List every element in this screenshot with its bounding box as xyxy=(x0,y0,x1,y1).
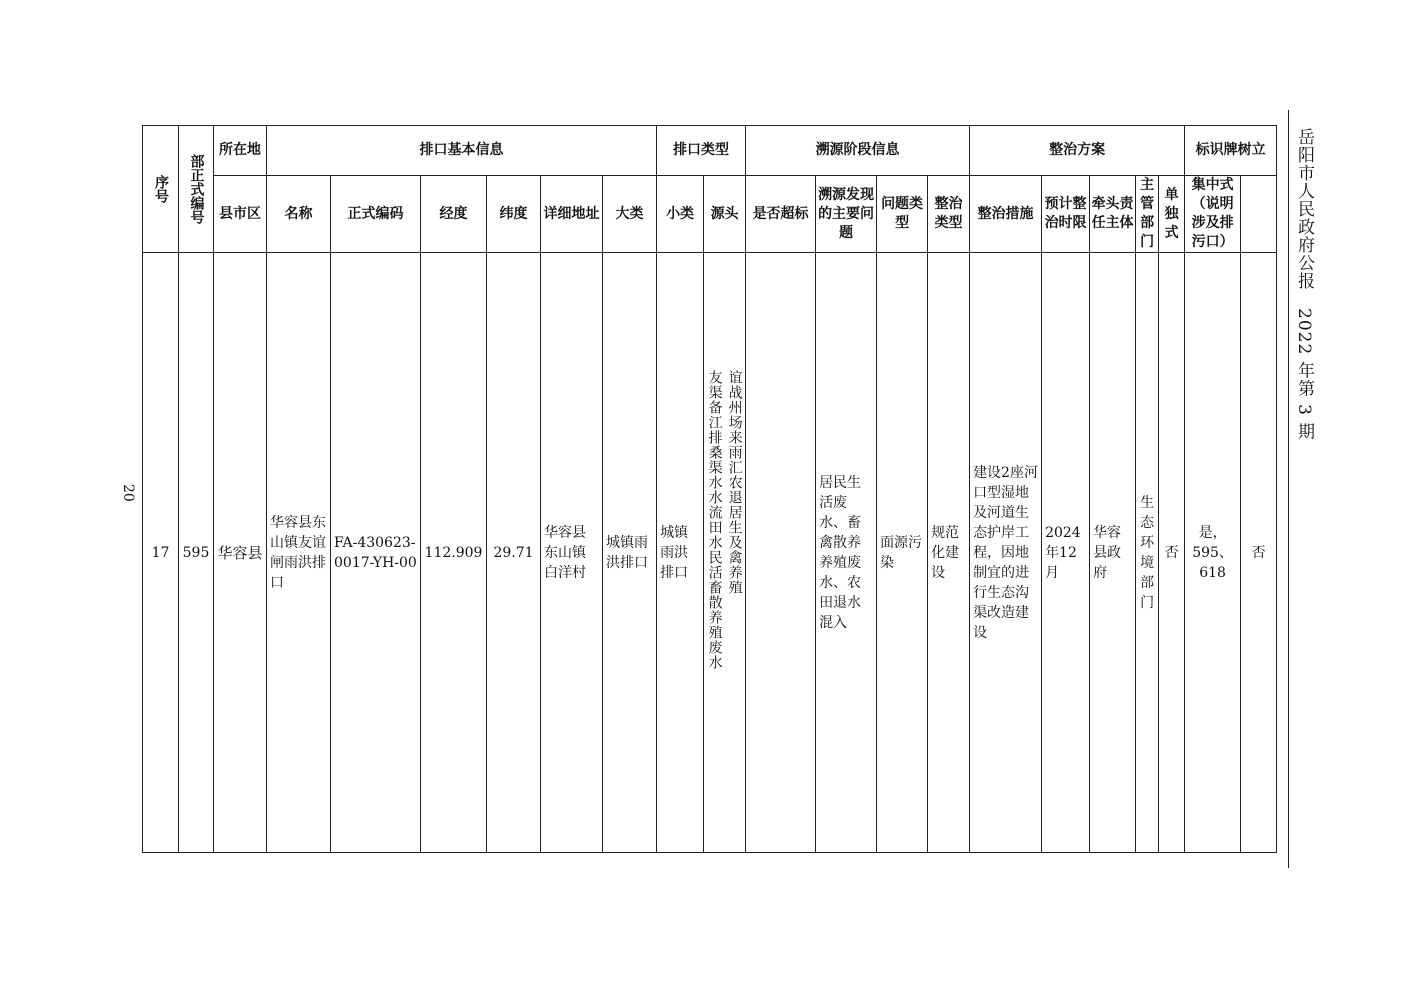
header-trace-group: 溯源阶段信息 xyxy=(746,126,970,176)
header-code: 部正式编号 xyxy=(179,126,214,253)
header-formal-code: 正式编码 xyxy=(331,176,421,253)
cell-major: 城镇雨洪排口 xyxy=(603,253,657,853)
header-sign-group: 标识牌树立 xyxy=(1185,126,1277,176)
outlet-remediation-table xyxy=(142,125,1277,853)
cell-central: 是，595、618 xyxy=(1185,253,1241,853)
cell-county: 华容县 xyxy=(214,253,267,853)
header-divider-line xyxy=(1288,110,1289,868)
header-single: 单独式 xyxy=(1159,176,1185,253)
header-name: 名称 xyxy=(267,176,331,253)
cell-source: 谊战州场来雨汇农退居生及禽养殖 友渠备江排桑渠水水流田水民活畜散养殖废水 xyxy=(706,369,743,670)
cell-code: 595 xyxy=(179,253,214,853)
header-longitude: 经度 xyxy=(421,176,487,253)
header-major: 大类 xyxy=(603,176,657,253)
cell-seq: 17 xyxy=(143,253,179,853)
header-type-group: 排口类型 xyxy=(657,126,746,176)
header-central: 集中式（说明涉及排污口） xyxy=(1185,176,1241,253)
header-problem: 溯源发现的主要问题 xyxy=(816,176,877,253)
header-county: 县市区 xyxy=(214,176,267,253)
header-exceed: 是否超标 xyxy=(746,176,816,253)
header-deadline: 预计整治时限 xyxy=(1042,176,1090,253)
cell-problem-type: 面源污染 xyxy=(877,253,928,853)
header-seq: 序号 xyxy=(143,126,179,253)
header-address: 详细地址 xyxy=(541,176,603,253)
header-latitude: 纬度 xyxy=(487,176,541,253)
header-remed-type: 整治类型 xyxy=(928,176,970,253)
header-measures: 整治措施 xyxy=(970,176,1042,253)
cell-dept: 生态环境部门 xyxy=(1136,253,1159,853)
cell-single: 否 xyxy=(1159,253,1185,853)
cell-deadline: 2024年12月 xyxy=(1042,253,1090,853)
header-problem-type: 问题类型 xyxy=(877,176,928,253)
header-source: 源头 xyxy=(704,176,746,253)
gazette-header: 岳阳市人民政府公报 2022 年第 3 期 xyxy=(1294,128,1314,441)
header-location-group: 所在地 xyxy=(214,126,267,176)
table-row xyxy=(143,253,1277,853)
cell-formal-code: FA-430623-0017-YH-00 xyxy=(331,253,421,853)
cell-latitude: 29.71 xyxy=(487,253,541,853)
cell-measures: 建设2座河口型湿地及河道生态护岸工程，因地制宜的进行生态沟渠改造建设 xyxy=(970,253,1042,853)
cell-name: 华容县东山镇友谊闸雨洪排口 xyxy=(267,253,331,853)
page-number: 20 xyxy=(120,484,136,502)
cell-address: 华容县东山镇白洋村 xyxy=(541,253,603,853)
header-dept: 主管部门 xyxy=(1136,176,1159,253)
cell-longitude: 112.909 xyxy=(421,253,487,853)
cell-exceed xyxy=(746,253,816,853)
header-minor: 小类 xyxy=(657,176,704,253)
cell-done: 否 xyxy=(1241,253,1277,853)
cell-problem: 居民生活废水、畜禽散养养殖废水、农田退水混入 xyxy=(816,253,877,853)
header-lead: 牵头责任主体 xyxy=(1090,176,1136,253)
header-plan-group: 整治方案 xyxy=(970,126,1185,176)
cell-lead: 华容县政府 xyxy=(1090,253,1136,853)
header-outlet-info: 排口基本信息 xyxy=(267,126,657,176)
cell-minor: 城镇雨洪排口 xyxy=(657,253,704,853)
cell-remed-type: 规范化建设 xyxy=(928,253,970,853)
